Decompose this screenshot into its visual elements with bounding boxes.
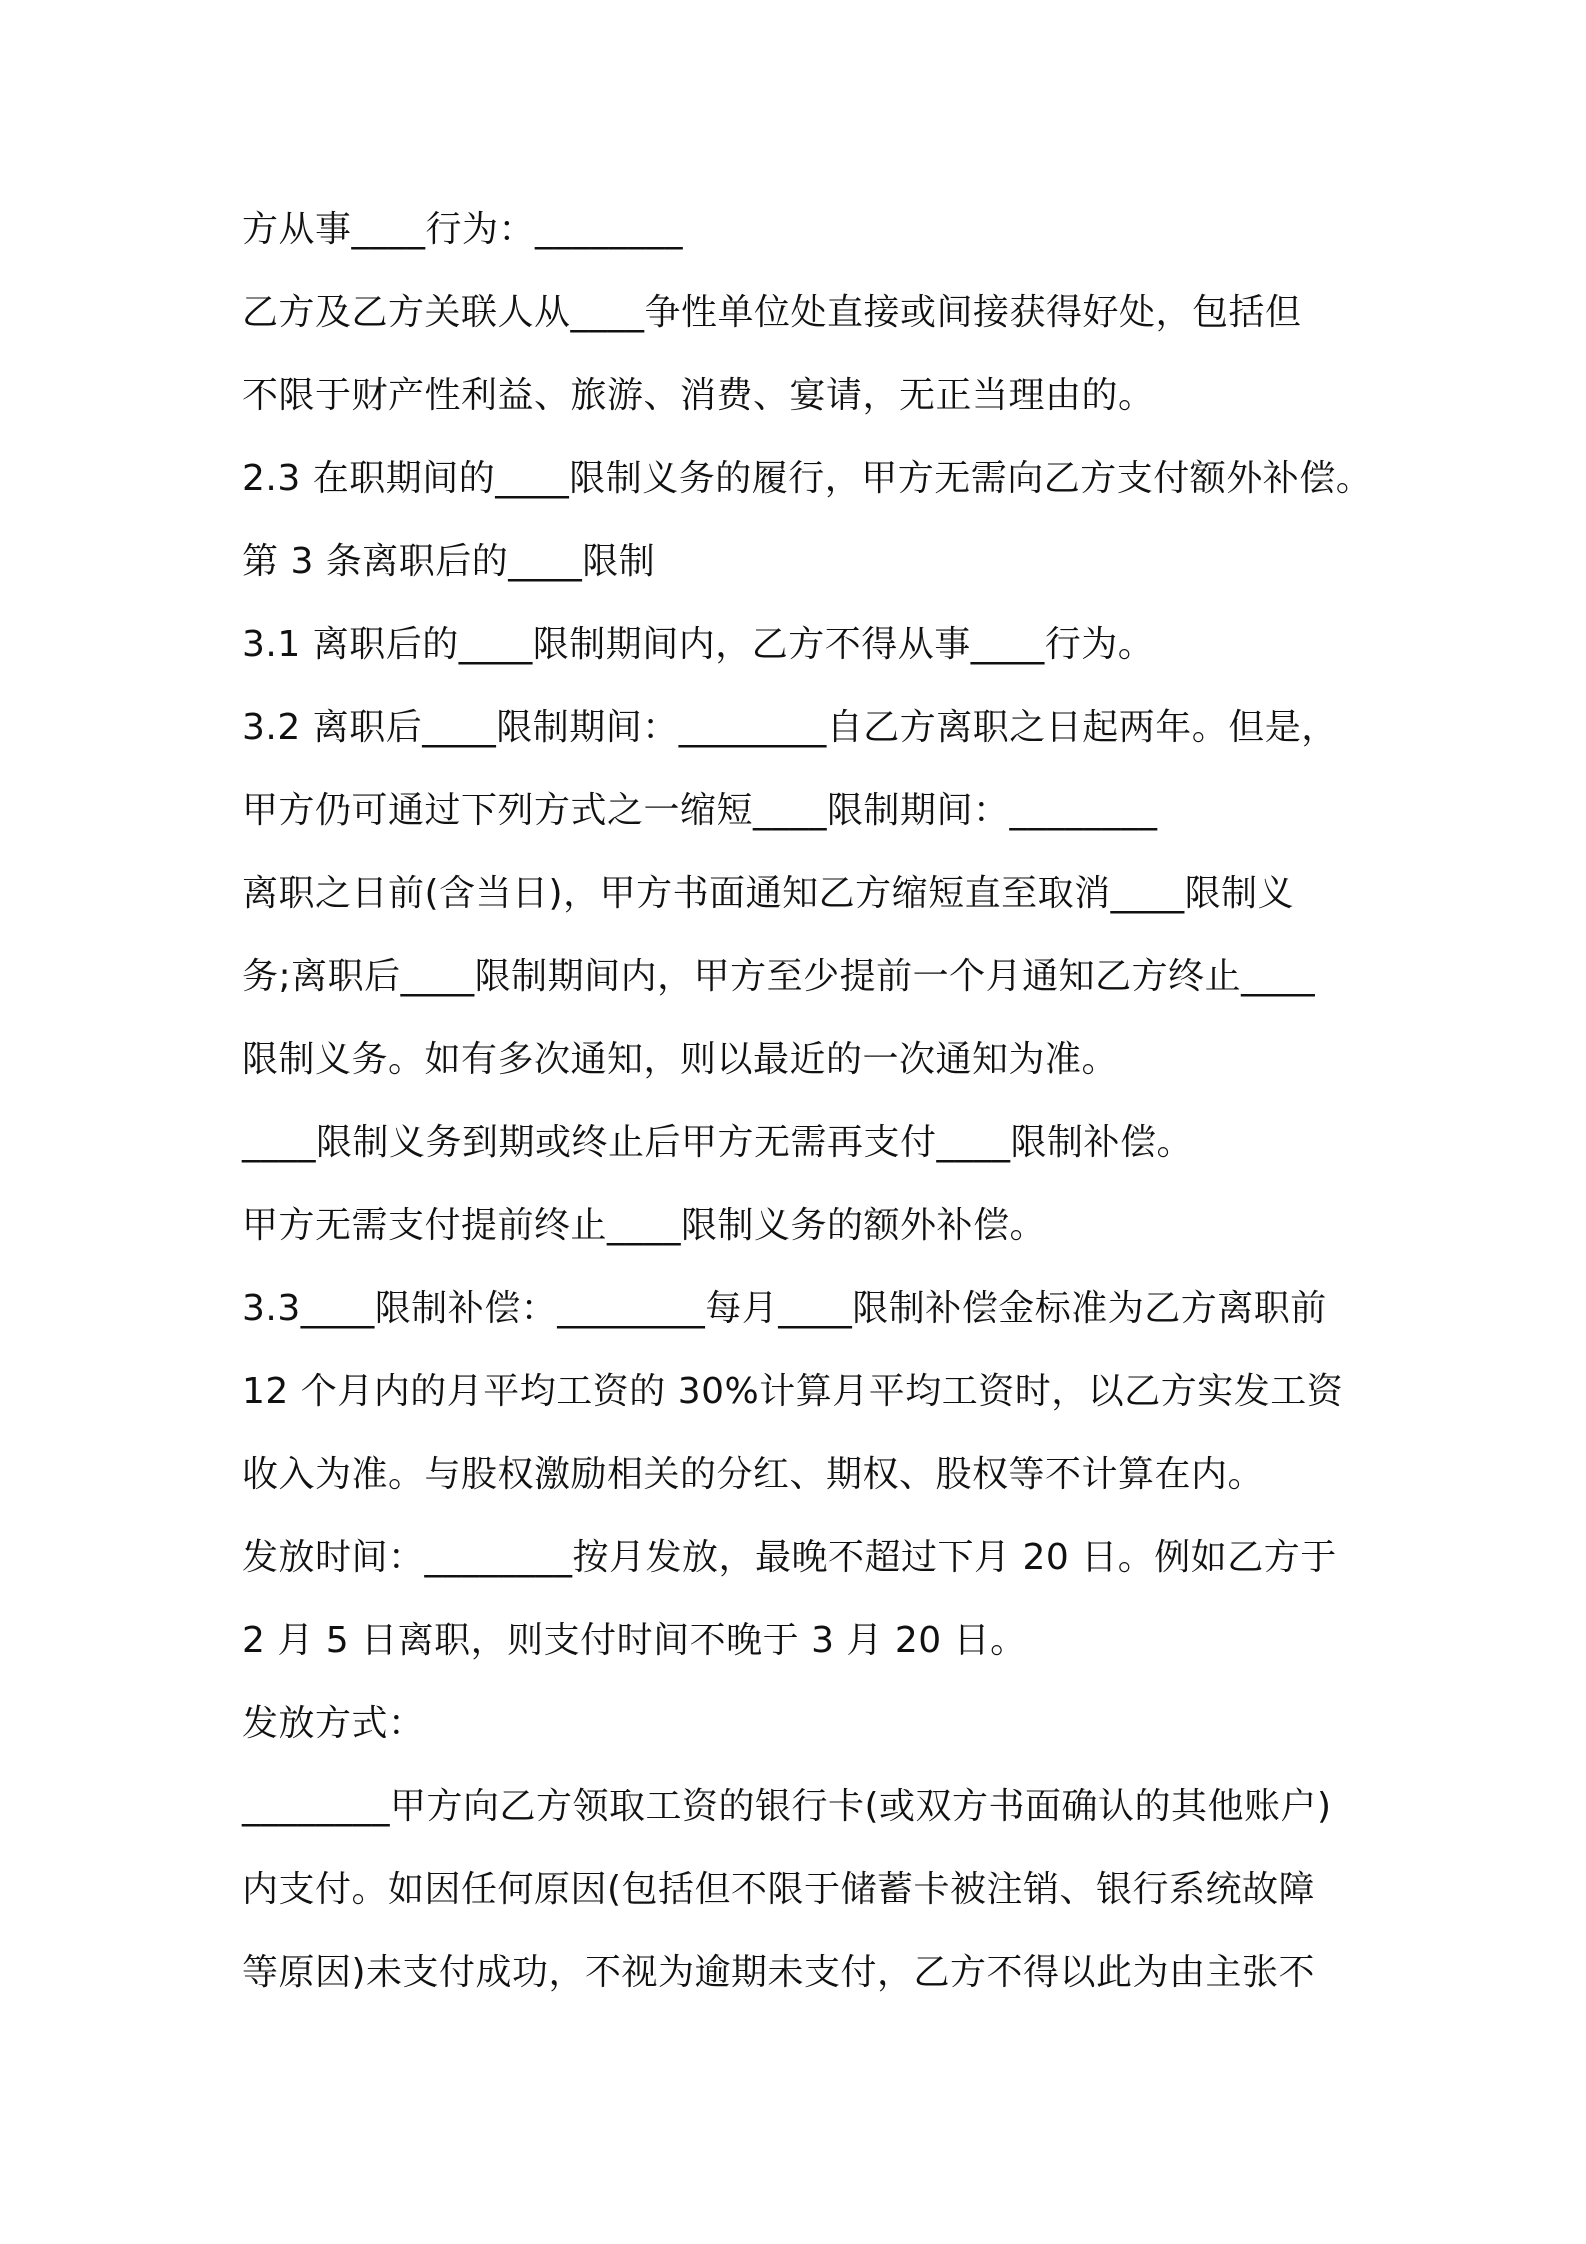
text-line: 3.2 离职后____限制期间：________自乙方离职之日起两年。但是， <box>242 707 1338 748</box>
text-line: 方从事____行为：________ <box>242 209 684 250</box>
text-line: 务;离职后____限制期间内，甲方至少提前一个月通知乙方终止____ <box>242 956 1316 997</box>
text-line: 2 月 5 日离职，则支付时间不晚于 3 月 20 日。 <box>242 1620 1027 1661</box>
text-line: 不限于财产性利益、旅游、消费、宴请，无正当理由的。 <box>242 375 1155 416</box>
text-line: 发放方式： <box>242 1703 425 1744</box>
text-line: 乙方及乙方关联人从____争性单位处直接或间接获得好处，包括但 <box>242 292 1302 333</box>
text-line: ____限制义务到期或终止后甲方无需再支付____限制补偿。 <box>242 1122 1194 1163</box>
text-line: ________甲方向乙方领取工资的银行卡(或双方书面确认的其他账户) <box>242 1786 1332 1827</box>
text-line: 离职之日前(含当日)，甲方书面通知乙方缩短直至取消____限制义 <box>242 873 1295 914</box>
text-line: 3.3____限制补偿：________每月____限制补偿金标准为乙方离职前 <box>242 1288 1327 1329</box>
text-line: 内支付。如因任何原因(包括但不限于储蓄卡被注销、银行系统故障 <box>242 1869 1316 1910</box>
text-line: 3.1 离职后的____限制期间内，乙方不得从事____行为。 <box>242 624 1155 665</box>
text-line: 第 3 条离职后的____限制 <box>242 541 656 582</box>
text-line: 12 个月内的月平均工资的 30%计算月平均工资时，以乙方实发工资 <box>242 1371 1344 1412</box>
text-line: 等原因)未支付成功，不视为逾期未支付，乙方不得以此为由主张不 <box>242 1952 1316 1993</box>
text-line: 2.3 在职期间的____限制义务的履行，甲方无需向乙方支付额外补偿。 <box>242 458 1373 499</box>
text-line: 收入为准。与股权激励相关的分红、期权、股权等不计算在内。 <box>242 1454 1265 1495</box>
text-line: 限制义务。如有多次通知，则以最近的一次通知为准。 <box>242 1039 1119 1080</box>
text-line: 甲方仍可通过下列方式之一缩短____限制期间：________ <box>242 790 1158 831</box>
text-line: 发放时间：________按月发放，最晚不超过下月 20 日。例如乙方于 <box>242 1537 1337 1578</box>
text-line: 甲方无需支付提前终止____限制义务的额外补偿。 <box>242 1205 1047 1246</box>
